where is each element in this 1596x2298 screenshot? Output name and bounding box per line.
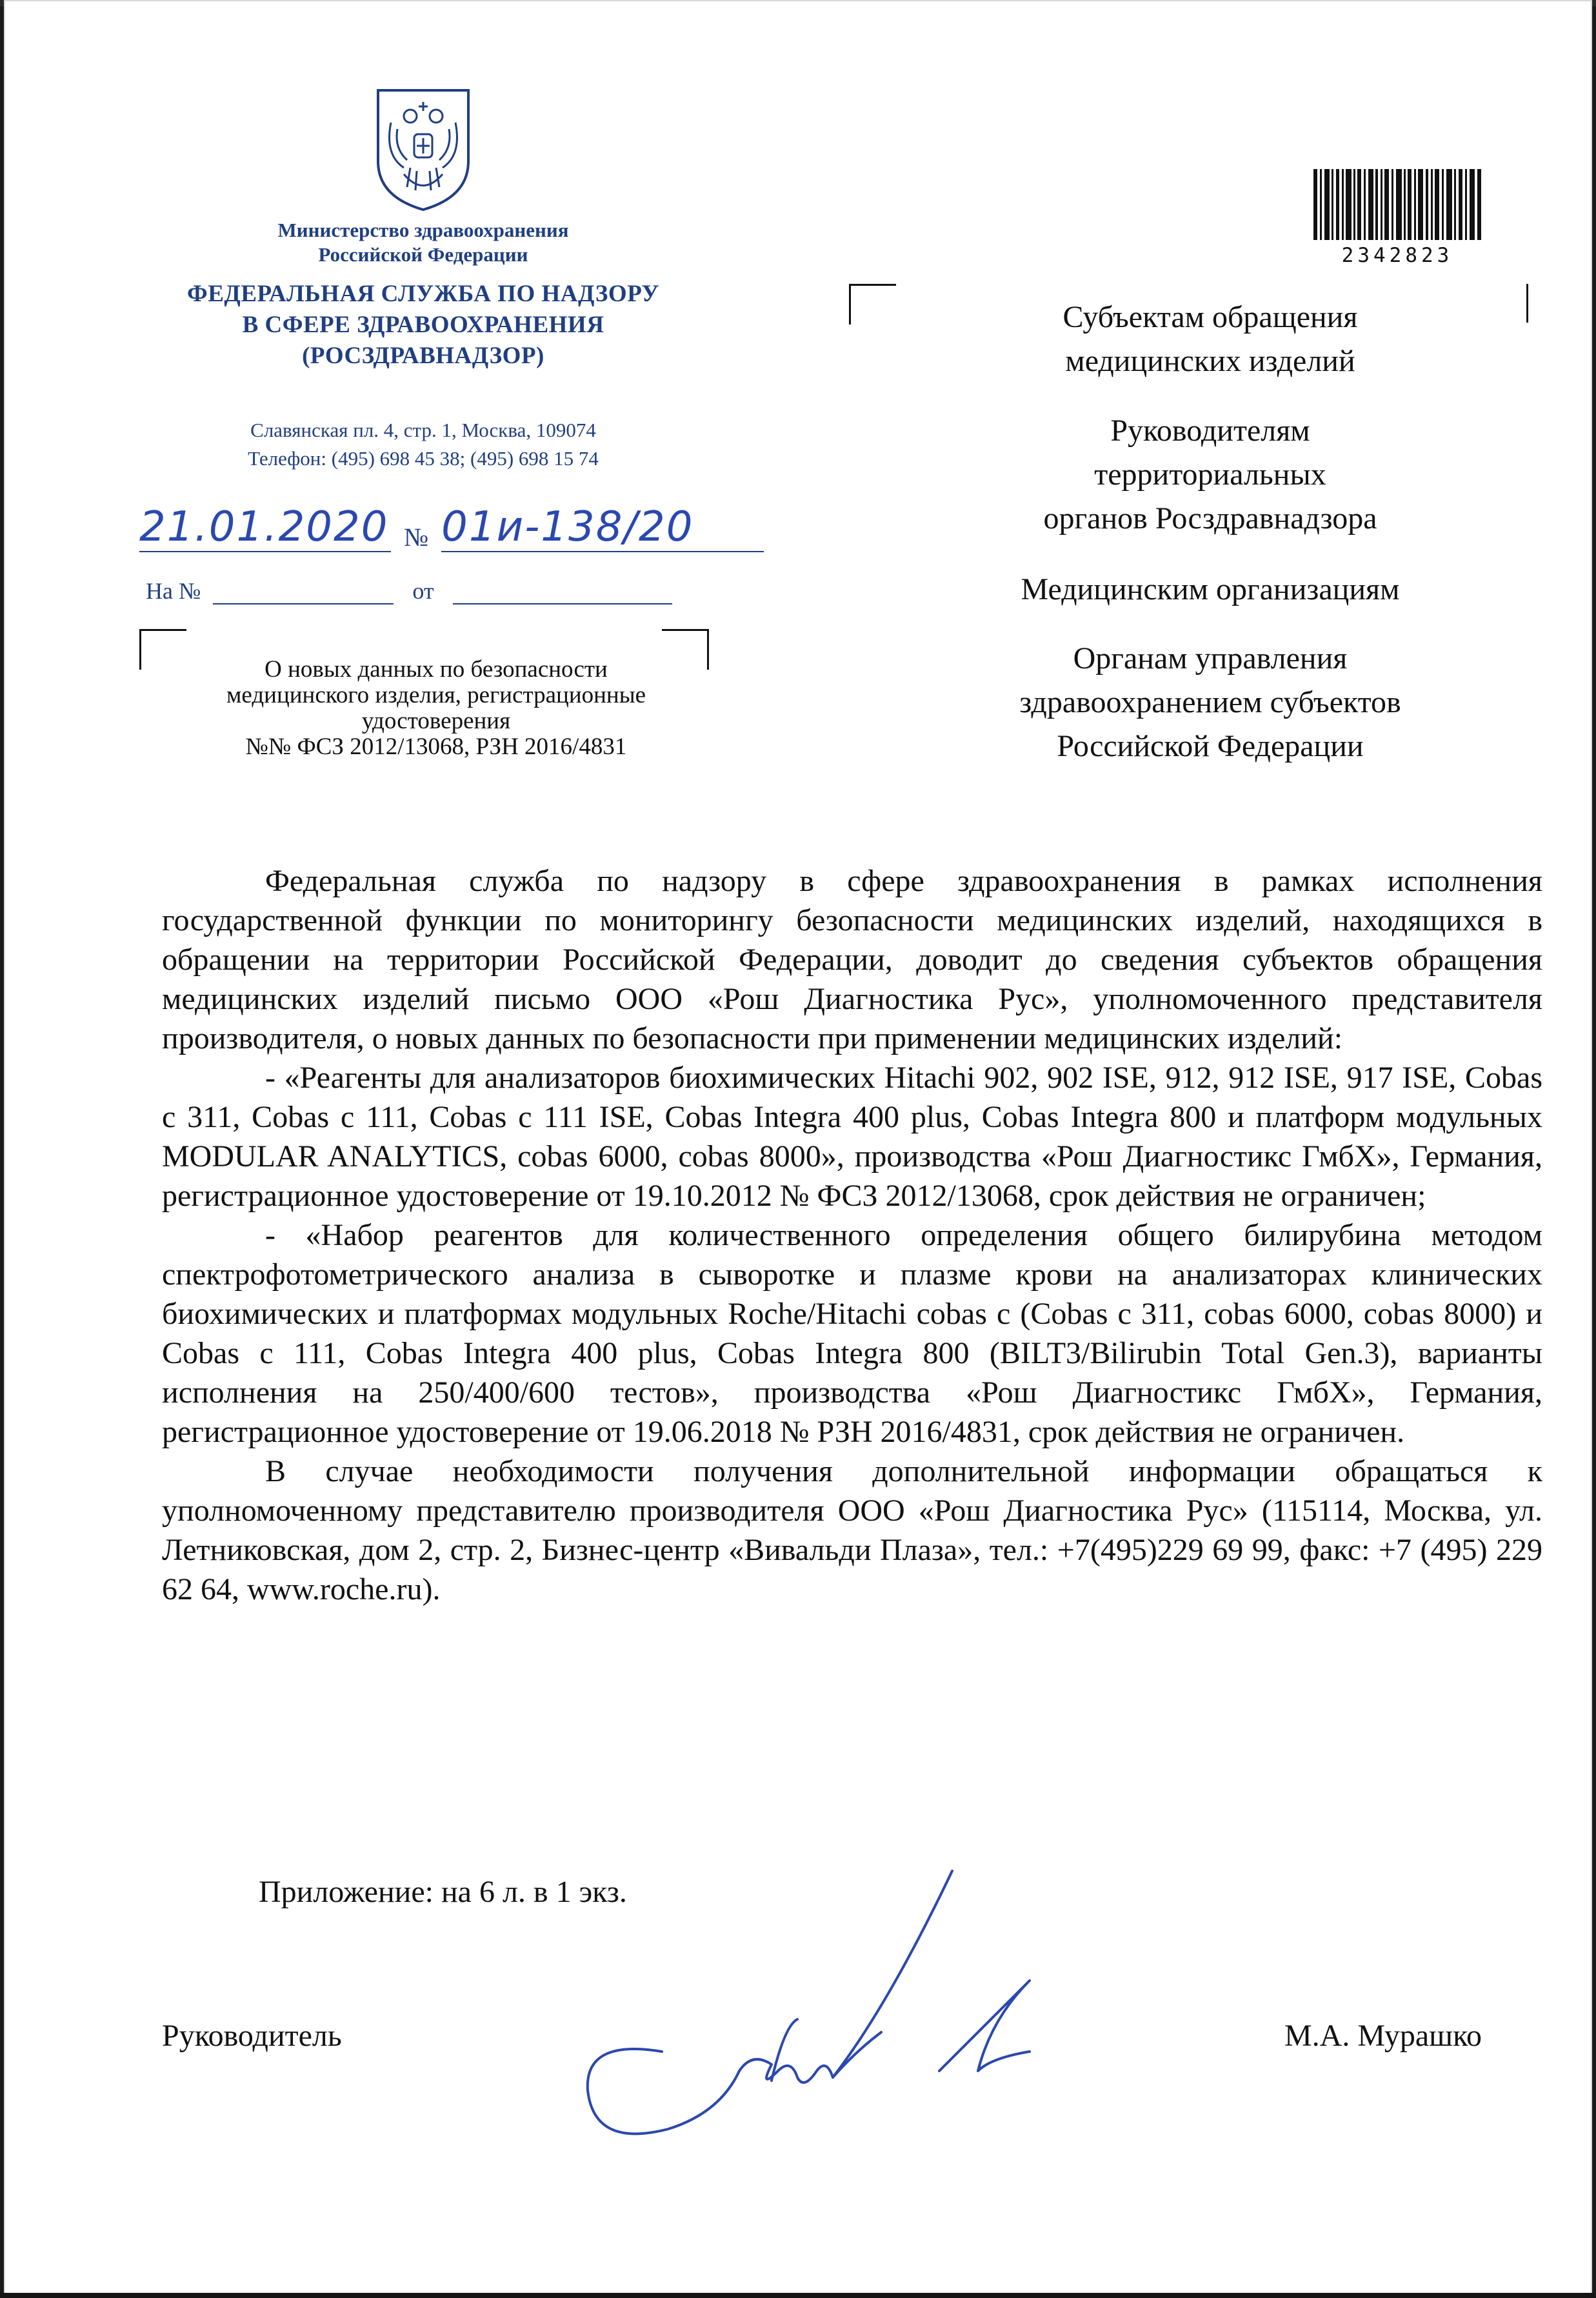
addressee-1: [926, 295, 1494, 383]
registration-number: 01и-138/20: [441, 503, 764, 552]
number-sign: №: [404, 523, 429, 552]
signatory-name: М.А. Мурашко: [1284, 2019, 1482, 2053]
body-paragraph-1: Федеральная служба по надзору в сфере здравоохранения в рамках исполнения государственной функции по мониторингу безопасности медицинских изделий, находящихся в обращении на территории Российской Федерации, доводит до сведения субъектов обращения медицинских изделий письмо ООО «Рош Диагностика Рус», уполномоченного представителя производителя, о новых данных по безопасности при применении медицинских изделий:: [162, 864, 1542, 1055]
addressee-4: [926, 637, 1494, 768]
letter-sheet: [4, 0, 1592, 2294]
reply-number-blank: [213, 580, 394, 604]
addressee-3-line-1: Медицинским организациям: [1021, 572, 1400, 606]
service-name: [114, 279, 733, 372]
addressee-4-line-2: здравоохранением субъектов: [1019, 685, 1401, 719]
service-address: [133, 416, 713, 473]
appendix-note: Приложение: на 6 л. в 1 экз.: [259, 1875, 627, 1909]
reply-to-label: На №: [146, 578, 201, 604]
service-line-2: В СФЕРЕ ЗДРАВООХРАНЕНИЯ: [242, 312, 604, 338]
addressee-1-line-2: медицинских изделий: [1065, 344, 1355, 378]
addressee-4-line-3: Российской Федерации: [1057, 729, 1364, 763]
addressee-4-line-1: Органам управления: [1073, 641, 1348, 675]
addressee-bracket-left: [849, 284, 896, 325]
barcode-icon: [1313, 169, 1481, 240]
addressee-2-line-2: территориальных: [1094, 457, 1326, 492]
signatory-position: Руководитель: [162, 2019, 342, 2053]
scan-edge-bottom: [0, 2293, 1596, 2298]
registration-date: 21.01.2020: [139, 503, 391, 552]
ministry-name: [165, 218, 681, 267]
from-label: от: [412, 578, 434, 604]
subject-line-2: медицинского изделия, регистрационные: [226, 682, 646, 708]
registration-line: [139, 503, 784, 561]
addressee-bracket-right: [1520, 284, 1528, 323]
body-paragraph-2: - «Реагенты для анализаторов биохимических Hitachi 902, 902 ISE, 912, 912 ISE, 917 ISE, Cobas c 311, Cobas c 111, Cobas c 111 ISE, Cobas Integra 400 plus, Cobas Integra 800 и платформ модульных MODULAR ANALYTICS, cobas 6000, cobas 8000», производства «Рош Диагностикс ГмбХ», Германия, регистрационное удостоверение от 19.10.2012 № ФСЗ 2012/13068, срок действия не ограничен;: [162, 1061, 1542, 1213]
subject-line-3: удостоверения: [361, 708, 511, 734]
subject-line-1: О новых данных по безопасности: [264, 656, 608, 683]
service-line-1: ФЕДЕРАЛЬНАЯ СЛУЖБА ПО НАДЗОРУ: [186, 281, 660, 307]
body-paragraph-3: - «Набор реагентов для количественного определения общего билирубина методом спектрофотометрического анализа в сыворотке и плазме крови на анализаторах клинических биохимических и платформах модульных Roche/Hitachi cobas c (Cobas c 311, cobas 6000, cobas 8000) и Cobas c 111, Cobas Integra 400 plus, Cobas Integra 800 (BILT3/Bilirubin Total Gen.3), варианты исполнения на 250/400/600 тестов», производства «Рош Диагностикс ГмбХ», Германия, регистрационное удостоверение от 19.06.2018 № РЗН 2016/4831, срок действия не ограничен.: [162, 1218, 1542, 1449]
letter-body: [162, 861, 1542, 1609]
reply-reference-line: [146, 577, 726, 604]
subject-line-4: №№ ФСЗ 2012/13068, РЗН 2016/4831: [245, 734, 627, 760]
ministry-line-1: Министерство здравоохранения: [277, 219, 569, 241]
addressee-2-line-1: Руководителям: [1110, 414, 1310, 448]
ministry-line-2: Российской Федерации: [318, 243, 528, 266]
service-line-3: (РОСЗДРАВНАДЗОР): [302, 343, 544, 369]
barcode-number: 2342823: [1341, 244, 1453, 267]
address-line-1: Славянская пл. 4, стр. 1, Москва, 109074: [250, 419, 596, 441]
letter-subject: [152, 657, 720, 760]
russian-coat-of-arms-icon: [365, 84, 481, 213]
addressee-2-line-3: органов Росздравнадзора: [1043, 501, 1377, 535]
address-line-2: Телефон: (495) 698 45 38; (495) 698 15 74: [248, 447, 599, 470]
handwritten-signature-icon: [578, 1858, 1094, 2155]
reply-date-blank: [453, 580, 672, 604]
addressee-2: [926, 409, 1494, 541]
addressee-1-line-1: Субъектам обращения: [1062, 300, 1358, 334]
addressee-3: [926, 568, 1494, 612]
body-paragraph-4: В случае необходимости получения дополнительной информации обращаться к уполномоченному представителю производителя ООО «Рош Диагностика Рус» (115114, Москва, ул. Летниковская, дом 2, стр. 2, Бизнес-центр «Вивальди Плаза», тел.: +7(495)229 69 99, факс: +7 (495) 229 62 64, www.roche.ru).: [162, 1454, 1542, 1606]
